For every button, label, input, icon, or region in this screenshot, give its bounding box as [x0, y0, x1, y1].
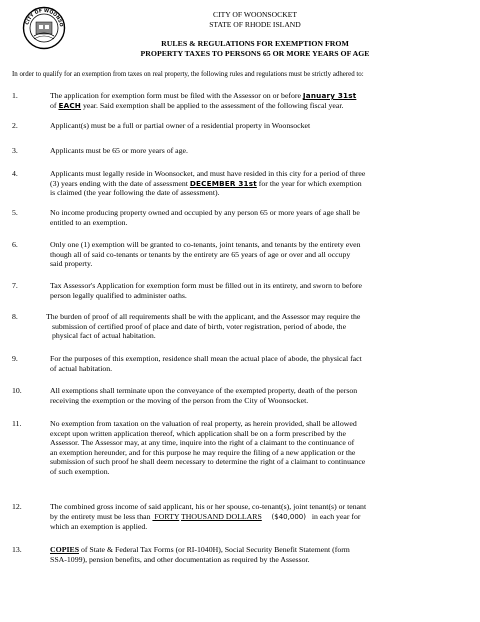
rule-number: 8. [12, 312, 18, 321]
rule-number: 4. [12, 169, 18, 178]
rule-text: Applicants must legally reside in Woonsocket, and must have resided in this city for a period of three [50, 169, 366, 178]
rule-text: No exemption from taxation on the valuation of real property, as herein provided, shall be allowed [50, 419, 357, 428]
document-header [100, 10, 410, 29]
document-title [80, 39, 430, 58]
rule-text: person legally qualified to administer oaths. [50, 290, 187, 300]
rule-text: of such exemption. [50, 466, 110, 476]
title-line-2: PROPERTY TAXES TO PERSONS 65 OR MORE YEARS OF AGE [140, 48, 370, 58]
rule-text: (3) years ending with the date of assessment [50, 178, 190, 188]
rule-text: submission of certified proof of place and date of birth, voter registration, period of abode, the [52, 321, 347, 331]
rule-text: of [50, 100, 59, 110]
rule-number: 11. [12, 419, 22, 428]
rule-text: Tax Assessor's Application for exemption form must be filled out in its entirety, and sworn to before [50, 281, 362, 290]
date-emphasis: DECEMBER 31st [189, 178, 257, 188]
rule-number: 5. [12, 208, 18, 217]
income-limit-words: THOUSAND DOLLARS [181, 511, 262, 521]
rule-text: except upon written application thereof, which application shall be on a form prescribed by the [50, 428, 346, 438]
rule-text: The combined gross income of said applicant, his or her spouse, co-tenant(s), joint tenant(s) or tenant [50, 502, 367, 511]
rule-number: 9. [12, 354, 18, 363]
each-emphasis: EACH [58, 100, 82, 110]
rule-number: 1. [12, 91, 18, 100]
rule-number: 6. [12, 240, 18, 249]
rule-number: 3. [12, 146, 18, 155]
seal-text: CITY OF WOONSO [25, 8, 64, 28]
rule-number: 10. [12, 386, 22, 395]
title-line-1: RULES & REGULATIONS FOR EXEMPTION FROM [161, 39, 349, 48]
rule-text: entitled to an exemption. [50, 217, 128, 227]
rule-text: For the purposes of this exemption, residence shall mean the actual place of abode, the physical fact [50, 354, 362, 363]
rule-text: an exemption hereunder, and for this purpose he may require the filing of a new application or the [50, 447, 356, 457]
rule-text: The burden of proof of all requirements shall be with the applicant, and the Assessor may require the [46, 312, 361, 321]
city-name: CITY OF WOONSOCKET [213, 10, 297, 19]
rule-text: SSA-1099), pension benefits, and other documentation as required by the Assessor. [50, 554, 310, 564]
rule-text: No income producing property owned and occupied by any person 65 or more years of age shall be [50, 208, 360, 217]
rule-text: submission of such proof he shall deem necessary to determine the right of a claimant to continuance [50, 457, 366, 467]
rule-number: 12. [12, 502, 22, 511]
income-limit-words: FORTY [152, 511, 180, 521]
rule-text: though all of said co-tenants or tenants by the entirety are 65 years of age or over and all occupy [50, 249, 351, 259]
rule-text: Applicant(s) must be a full or partial owner of a residential property in Woonsocket [50, 121, 311, 130]
intro-paragraph: In order to qualify for an exemption from taxes on real property, the following rules and regulations must be strictly adhered to: [12, 71, 364, 78]
copies-emphasis: COPIES [50, 545, 80, 554]
rule-text: said property. [50, 259, 93, 269]
rule-text: is claimed (the year following the date of assessment). [50, 188, 220, 198]
rule-text: by the entirety must be less than [50, 511, 153, 521]
rule-text: The application for exemption form must be filed with the Assessor on or before [50, 91, 303, 100]
income-limit-amount: ($40,000) [271, 512, 306, 521]
city-seal-logo [22, 6, 66, 50]
rule-text: Assessor. The Assessor may, at any time, inquire into the right of a claimant to the continuance of [50, 438, 355, 448]
rule-number: 7. [12, 281, 18, 290]
rule-text: of State & Federal Tax Forms (or RI-1040H), Social Security Benefit Statement (form [79, 545, 350, 554]
rule-text: Only one (1) exemption will be granted to co-tenants, joint tenants, and tenants by the entirety even [50, 240, 361, 249]
rule-number: 2. [12, 121, 18, 130]
rule-text: physical fact of actual habitation. [52, 331, 156, 341]
state-name: STATE OF RHODE ISLAND [209, 19, 301, 29]
deadline-emphasis: January 31st [302, 91, 357, 100]
rule-text: which an exemption is applied. [50, 522, 148, 532]
rule-text: Applicants must be 65 or more years of age. [50, 146, 188, 155]
rule-number: 13. [12, 545, 22, 554]
rule-text: of actual habitation. [50, 363, 113, 373]
rule-text: All exemptions shall terminate upon the conveyance of the exempted property, death of the person [50, 386, 358, 395]
rule-text: in each year for [305, 511, 361, 521]
rule-text: receiving the exemption or the moving of the person from the City of Woonsocket. [50, 395, 309, 405]
rule-text: year. Said exemption shall be applied to the assessment of the following fiscal year. [81, 100, 344, 110]
rule-text: for the year for which exemption [256, 178, 362, 188]
